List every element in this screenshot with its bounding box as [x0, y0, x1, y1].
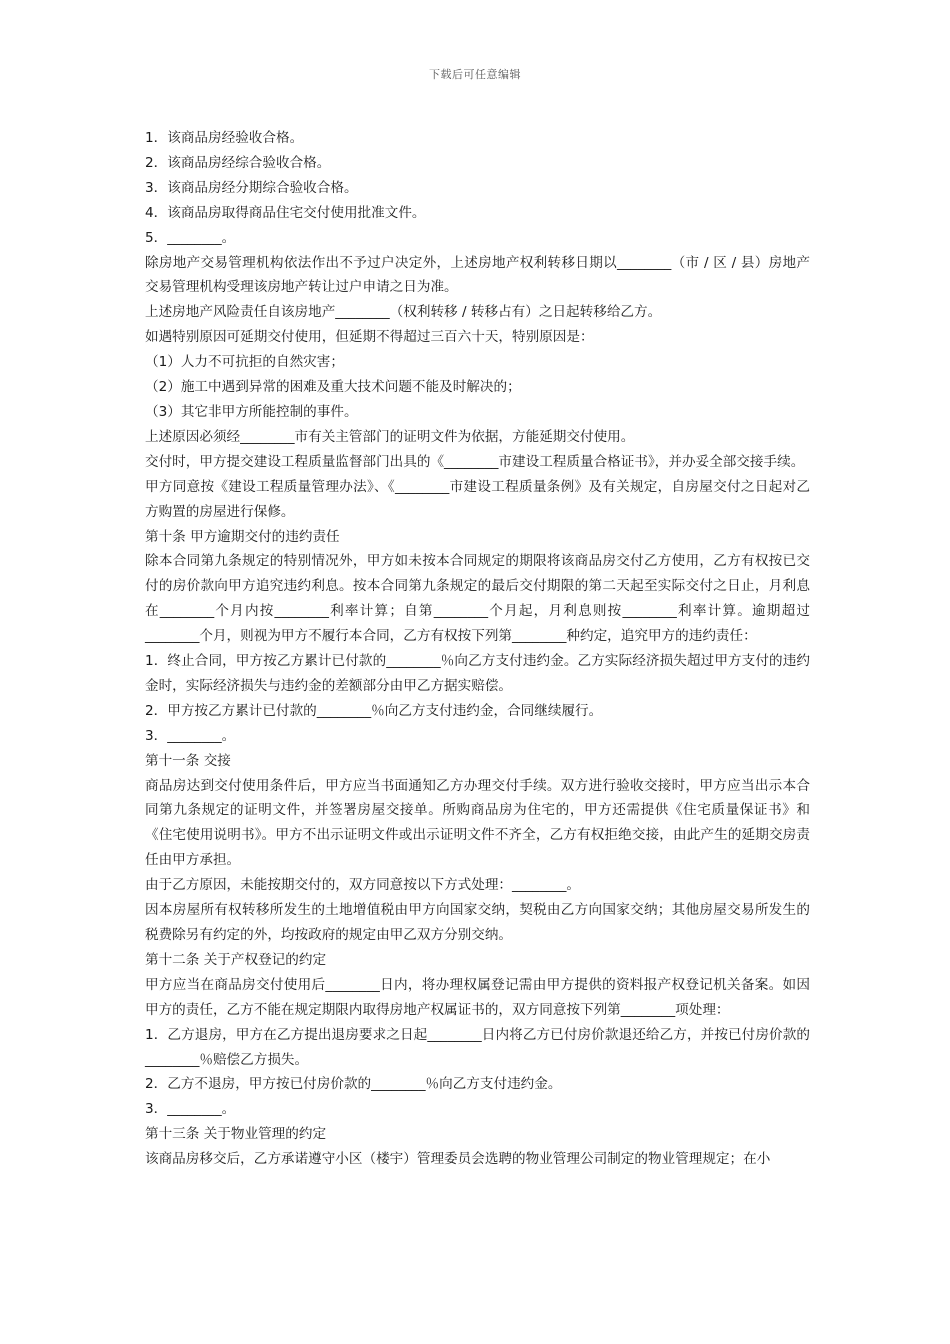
paragraph: 该商品房移交后，乙方承诺遵守小区（楼宇）管理委员会选聘的物业管理公司制定的物业管理规定；在小 [145, 1151, 771, 1168]
paragraph: 由于乙方原因，未能按期交付的，双方同意按以下方式处理：________。 [145, 877, 580, 894]
list-item: 5．________。 [145, 229, 236, 246]
list-item: 3．________。 [145, 727, 236, 744]
section-heading: 第十条 甲方逾期交付的违约责任 [145, 528, 340, 545]
section-heading: 第十三条 关于物业管理的约定 [145, 1126, 327, 1143]
document-body [145, 126, 810, 1172]
list-item: 3．该商品房经分期综合验收合格。 [145, 179, 358, 196]
section-heading: 第十一条 交接 [145, 752, 231, 769]
list-item: （3）其它非甲方所能控制的事件。 [145, 403, 358, 420]
paragraph: 除本合同第九条规定的特别情况外，甲方如未按本合同规定的期限将该商品房交付乙方使用，乙方有权按已交付的房价款向甲方追究违约利息。按本合同第九条规定的最后交付期限的第二天起至实际交付之日止，月利息在________个月内按________利率计算；自第________个月起，月利息则按________利率计算。逾期超过________个月，则视为甲方不履行本合同，乙方有权按下列第________种约定，追究甲方的违约责任： [145, 553, 810, 645]
paragraph: 除房地产交易管理机构依法作出不予过户决定外，上述房地产权利转移日期以________（市 / 区 / 县）房地产交易管理机构受理该房地产转让过户申请之日为准。 [145, 254, 810, 296]
paragraph: 商品房达到交付使用条件后，甲方应当书面通知乙方办理交付手续。双方进行验收交接时，甲方应当出示本合同第九条规定的证明文件，并签署房屋交接单。所购商品房为住宅的，甲方还需提供《住宅质量保证书》和《住宅使用说明书》。甲方不出示证明文件或出示证明文件不齐全，乙方有权拒绝交接，由此产生的延期交房责任由甲方承担。 [145, 777, 810, 869]
page-header: 下载后可任意编辑 [429, 68, 521, 81]
paragraph: 交付时，甲方提交建设工程质量监督部门出具的《________市建设工程质量合格证书》，并办妥全部交接手续。 [145, 453, 805, 470]
paragraph: 因本房屋所有权转移所发生的土地增值税由甲方向国家交纳，契税由乙方向国家交纳；其他房屋交易所发生的税费除另有约定的外，均按政府的规定由甲乙双方分别交纳。 [145, 902, 810, 943]
paragraph: 如遇特别原因可延期交付使用，但延期不得超过三百六十天，特别原因是： [145, 329, 594, 346]
list-item: （1）人力不可抗拒的自然灾害； [145, 354, 344, 371]
paragraph: 甲方同意按《建设工程质量管理办法》、《________市建设工程质量条例》及有关规定，自房屋交付之日起对乙方购置的房屋进行保修。 [145, 478, 810, 520]
list-item: 2．该商品房经综合验收合格。 [145, 154, 331, 171]
list-item: 1．该商品房经验收合格。 [145, 130, 304, 146]
section-heading: 第十二条 关于产权登记的约定 [145, 951, 327, 968]
list-item: 1．终止合同，甲方按乙方累计已付款的________％向乙方支付违约金。乙方实际经济损失超过甲方支付的违约金时，实际经济损失与违约金的差额部分由甲乙方据实赔偿。 [145, 653, 810, 694]
paragraph: 甲方应当在商品房交付使用后________日内，将办理权属登记需由甲方提供的资料报产权登记机关备案。如因甲方的责任，乙方不能在规定期限内取得房地产权属证书的，双方同意按下列第________项处理： [145, 976, 810, 1018]
list-item: 2．乙方不退房，甲方按已付房价款的________％向乙方支付违约金。 [145, 1076, 562, 1093]
paragraph: 上述原因必须经________市有关主管部门的证明文件为依据，方能延期交付使用。 [145, 428, 635, 445]
list-item: 1．乙方退房，甲方在乙方提出退房要求之日起________日内将乙方已付房价款退还给乙方，并按已付房价款的________％赔偿乙方损失。 [145, 1026, 810, 1068]
paragraph: 上述房地产风险责任自该房地产________（权利转移 / 转移占有）之日起转移给乙方。 [145, 304, 662, 321]
list-item: 2．甲方按乙方累计已付款的________％向乙方支付违约金，合同继续履行。 [145, 702, 603, 719]
list-item: 3．________。 [145, 1101, 236, 1118]
list-item: 4．该商品房取得商品住宅交付使用批准文件。 [145, 204, 426, 221]
list-item: （2）施工中遇到异常的困难及重大技术问题不能及时解决的； [145, 379, 521, 396]
